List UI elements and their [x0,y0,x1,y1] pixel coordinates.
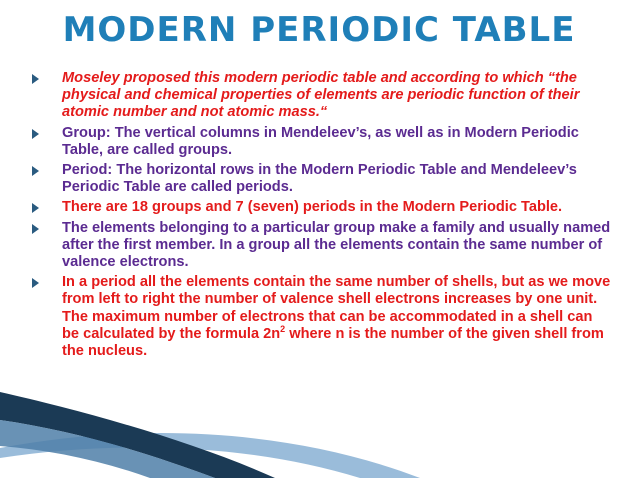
bullet-text-after: where n is the number of the given shell from the nucleus. [62,325,604,360]
bullet-text: Group: The vertical columns in Mendeleev’s, as well as in Modern Periodic Table, are called groups. [62,124,579,158]
bullet-text: Moseley proposed this modern periodic table and according to which “the physical and chemical properties of elements are periodic function of their atomic number and not atomic mass.“ [62,70,580,121]
slide-title: MODERN PERIODIC TABLE [62,10,576,50]
bullet-text: The elements belonging to a particular group make a family and usually named after the first member. In a group all the elements contain the same number of valence electrons. [62,219,611,271]
bullet-text-before: In a period all the elements contain the same number of shells, but as we move from left to right the number of valence shell electrons increases by one unit. The maximum number of electrons that can be accommodated in a shell can be calculated by the formula 2n [62,274,611,342]
bullet-text: Period: The horizontal rows in the Modern Periodic Table and Mendeleev’s Periodic Table are called periods. [62,162,577,196]
superscript-two: 2 [280,323,286,334]
bullet-text: There are 18 groups and 7 (seven) periods in the Modern Periodic Table. [62,199,563,216]
